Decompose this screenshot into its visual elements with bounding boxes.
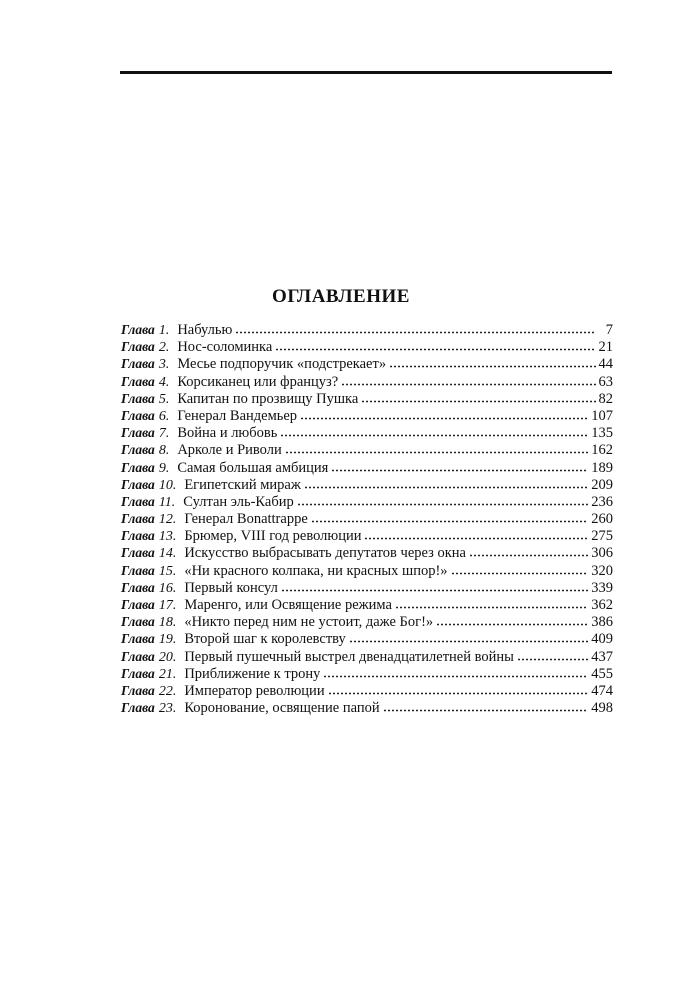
toc-entry [121,527,613,544]
chapter-number: 1. [158,323,170,338]
toc-entry [121,355,613,372]
toc-entry [121,441,613,458]
dot-leader [285,443,589,454]
dot-leader [300,409,588,420]
chapter-title: Император революции [184,682,325,699]
chapter-title: Первый пушечный выстрел двенадцатилетней войны [184,648,514,665]
chapter-title: Нос-соломинка [177,339,273,356]
chapter-label: Глава [121,425,155,441]
chapter-number: 4. [158,374,170,390]
chapter-label: Глава [121,682,155,698]
chapter-title: Брюмер, VIII год революции [184,528,362,545]
toc-entry [121,544,613,561]
chapter-number: 19. [158,632,177,648]
page-number: 437 [591,648,613,665]
chapter-title: Второй шаг к королевству [184,631,346,648]
chapter-label: Глава [121,631,155,647]
page-number: 498 [591,700,613,717]
chapter-number: 7. [158,426,170,442]
toc-entry [121,476,613,493]
chapter-number: 9. [158,460,170,476]
chapter-number: 10. [158,477,177,493]
chapter-title: Первый консул [184,579,278,596]
page-number: 7 [605,322,613,338]
chapter-number: 6. [158,408,170,424]
dot-leader [436,615,588,626]
page-number: 362 [591,597,613,613]
toc-entry [121,682,613,699]
toc-entry [121,493,613,510]
dot-leader [361,392,595,403]
page-number: 455 [591,665,613,682]
chapter-label: Глава [121,597,155,612]
chapter-title: Корсиканец или француз? [177,373,339,390]
chapter-number: 22. [158,683,177,699]
toc-entry [121,321,613,338]
dot-leader [275,340,595,351]
dot-leader [364,529,588,540]
chapter-title: Генерал Вандемьер [177,407,298,424]
chapter-label: Глава [121,614,155,630]
chapter-label: Глава [121,562,155,578]
chapter-title: Генерал Bonattrappe [184,511,308,528]
chapter-title: «Никто перед ним не устоит, даже Бог!» [184,614,434,631]
page-number: 339 [591,579,613,596]
page-number: 306 [591,545,613,562]
chapter-label: Глава [121,322,155,337]
page-number: 275 [591,528,613,545]
page-number: 474 [591,682,613,699]
dot-leader [297,495,589,506]
chapter-number: 18. [158,615,177,631]
chapter-label: Глава [121,373,155,389]
chapter-title: Коронование, освящение папой [184,700,380,717]
toc-entry [121,562,613,579]
chapter-title: Арколе и Риволи [177,442,282,459]
chapter-label: Глава [121,390,155,406]
toc-entry [121,630,613,647]
toc-entry [121,407,613,424]
chapter-title: «Ни красного колпака, ни красных шпор!» [184,562,448,579]
page-number: 63 [598,373,613,390]
page-number: 409 [591,631,613,648]
dot-leader [323,667,588,678]
chapter-number: 21. [158,666,177,682]
page-number: 135 [591,425,613,442]
toc-entry [121,613,613,630]
page-number: 107 [591,407,613,424]
chapter-title: Султан эль-Кабир [183,493,294,510]
chapter-label: Глава [121,700,155,716]
chapter-number: 2. [158,340,170,356]
chapter-title: Капитан по прозвищу Пушка [177,390,359,407]
toc-entry [121,596,613,613]
chapter-label: Глава [121,545,155,561]
dot-leader [469,546,588,557]
page-number: 386 [591,614,613,631]
chapter-number: 5. [158,391,170,407]
chapter-number: 11. [158,494,176,510]
page-number: 82 [598,390,613,407]
chapter-number: 13. [158,529,177,545]
chapter-label: Глава [121,528,155,544]
dot-leader [517,650,588,661]
dot-leader [389,357,595,368]
header-rule [120,71,612,74]
chapter-number: 17. [158,598,177,613]
chapter-title: Набулью [177,322,233,338]
toc-entry [121,699,613,716]
toc-entry [121,665,613,682]
chapter-number: 15. [158,563,177,579]
chapter-label: Глава [121,665,155,681]
page-number: 44 [598,356,613,373]
chapter-title: Месье подпоручик «подстрекает» [177,356,387,373]
toc-entry [121,510,613,527]
chapter-number: 16. [158,580,177,596]
page-number: 189 [591,459,613,476]
chapter-title: Искусство выбрасывать депутатов через окна [184,545,466,562]
page-number: 260 [591,511,613,528]
toc-entry [121,338,613,355]
toc-entry [121,424,613,441]
dot-leader [311,512,588,523]
dot-leader [281,581,588,592]
page-number: 162 [591,442,613,459]
toc-entry [121,579,613,596]
chapter-label: Глава [121,579,155,595]
dot-leader [341,375,595,386]
chapter-title: Египетский мираж [184,476,301,493]
page-number: 21 [598,339,613,356]
chapter-label: Глава [121,356,155,372]
chapter-label: Глава [121,511,155,527]
dot-leader [304,478,588,489]
page-number: 209 [591,476,613,493]
chapter-title: Война и любовь [177,425,278,442]
dot-leader [349,632,588,643]
chapter-label: Глава [121,407,155,423]
chapter-number: 23. [158,701,177,717]
table-of-contents [121,321,613,716]
chapter-number: 20. [158,649,177,665]
dot-leader [328,684,589,695]
dot-leader [395,598,588,609]
toc-entry [121,648,613,665]
chapter-number: 12. [158,512,177,528]
chapter-label: Глава [121,493,155,509]
chapter-number: 8. [158,443,170,459]
toc-entry [121,459,613,476]
chapter-title: Самая большая амбиция [177,459,329,476]
dot-leader [331,461,588,472]
dot-leader [280,426,588,437]
chapter-number: 3. [158,357,170,373]
page-title: ОГЛАВЛЕНИЕ [272,286,410,307]
page-number: 236 [591,493,613,510]
toc-entry [121,390,613,407]
chapter-title: Приближение к трону [184,665,321,682]
dot-leader [383,701,589,712]
chapter-label: Глава [121,476,155,492]
toc-entry [121,373,613,390]
chapter-label: Глава [121,648,155,664]
chapter-title: Маренго, или Освящение режима [184,597,392,613]
dot-leader [451,564,589,575]
dot-leader [235,323,596,334]
chapter-number: 14. [158,546,177,562]
chapter-label: Глава [121,442,155,458]
chapter-label: Глава [121,459,155,475]
page-number: 320 [591,562,613,579]
chapter-label: Глава [121,339,155,355]
